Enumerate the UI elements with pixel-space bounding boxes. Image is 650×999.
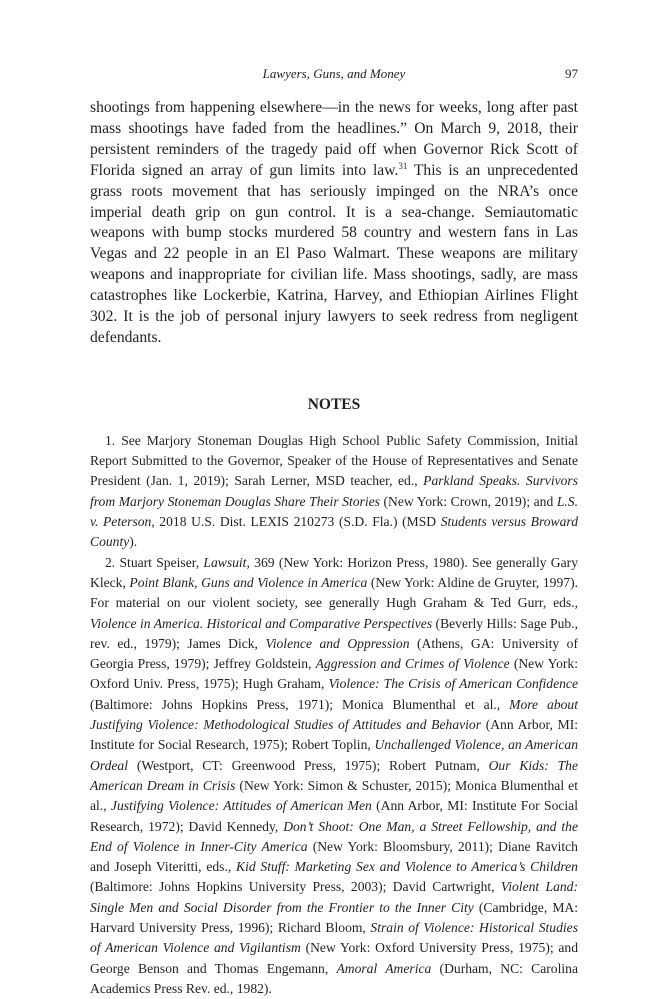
note-citation-title: L.S. v. Peterson	[90, 493, 578, 530]
note-citation-title: More about Justifying Violence: Methodological Studies of Attitudes and Behavior	[90, 696, 578, 733]
note-text: (New York: Oxford Univ. Press, 1975); Hugh Graham,	[90, 656, 579, 692]
note-1	[90, 431, 578, 553]
note-citation-title: Violence: The Crisis of American Confidence	[328, 676, 578, 692]
page-number: 97	[565, 66, 578, 81]
note-text: (Ann Arbor, MI: Institute For Social Research, 1972); David Kennedy,	[90, 798, 578, 834]
body-paragraph	[90, 98, 578, 349]
note-text: , 2018 U.S. Dist. LEXIS 210273 (S.D. Fla.) (MSD	[151, 514, 441, 530]
note-text: (Cambridge, MA: Harvard University Press, 1996); Richard Bloom,	[90, 899, 579, 935]
note-citation-title: Aggression and Crimes of Violence	[315, 656, 510, 672]
note-citation-title: Parkland Speaks. Survivors from Marjory Stoneman Douglas Share Their Stories	[90, 473, 579, 509]
note-citation-title: Justifying Violence: Attitudes of American Men	[110, 798, 372, 814]
note-text: (New York: Oxford University Press, 1975); and George Benson and Thomas Engemann,	[90, 940, 578, 976]
note-citation-title: Strain of Violence: Historical Studies of American Violence and Vigilantism	[90, 920, 579, 956]
note-citation-title: Kid Stuff: Marketing Sex and Violence to America’s Children	[236, 859, 578, 875]
note-citation-title: Unchallenged Violence, an American Ordeal	[90, 737, 578, 773]
note-text: (Athens, GA: University of Georgia Press, 1979); Jeffrey Goldstein,	[90, 635, 578, 672]
notes-section	[90, 431, 578, 999]
note-text: (New York: Crown, 2019); and	[379, 493, 557, 509]
note-text: (New York: Bloomsbury, 2011); Diane Ravitch and Joseph Viteritti, eds.,	[90, 838, 578, 875]
note-citation-title: Point Blank, Guns and Violence in America	[129, 574, 368, 590]
note-citation-title: Lawsuit	[203, 554, 247, 570]
running-head	[90, 66, 578, 88]
note-text: ).	[129, 534, 138, 550]
note-text: (Durham, NC: Carolina Academics Press Rev. ed., 1982).	[90, 960, 578, 996]
running-title: Lawyers, Guns, and Money	[262, 66, 406, 81]
note-citation-title: Violent Land: Single Men and Social Disorder from the Frontier to the Inner City	[90, 879, 578, 915]
note-text: , 369 (New York: Horizon Press, 1980). See generally Gary Kleck,	[90, 554, 578, 590]
note-text: 1. See Marjory Stoneman Douglas High School Public Safety Commission, Initial Report Submitted to the Governor, Speaker of the House of Representatives and Senate President (Jan. 1, 2019); Sarah Lerner, MSD teacher, ed.,	[90, 432, 578, 489]
note-citation-title: Students versus Broward County	[90, 514, 578, 550]
note-text: (Baltimore: Johns Hopkins Press, 1971); Monica Blumenthal et al.,	[90, 696, 510, 712]
note-citation-title: Our Kids: The American Dream in Crisis	[90, 757, 578, 793]
note-text: (New York: Simon & Schuster, 2015); Monica Blumenthal et al.,	[90, 777, 578, 814]
notes-heading: NOTES	[307, 395, 361, 413]
note-text: (Westport, CT: Greenwood Press, 1975); Robert Putnam,	[128, 757, 489, 773]
note-citation-title: Violence and Oppression	[265, 635, 410, 651]
footnote-ref-31[interactable]: 31	[398, 160, 408, 171]
note-citation-title: Don’t Shoot: One Man, a Street Fellowship, and the End of Violence in Inner-City America	[90, 818, 578, 854]
note-text: (Beverly Hills: Sage Pub., rev. ed., 1979); James Dick,	[90, 615, 578, 651]
note-text: (New York: Aldine de Gruyter, 1997). For material on our violent society, see generally Hugh Graham & Ted Gurr, eds.,	[90, 574, 578, 611]
note-text: (Ann Arbor, MI: Institute for Social Research, 1975); Robert Toplin,	[90, 717, 578, 753]
note-text: 2. Stuart Speiser,	[105, 554, 204, 570]
note-citation-title: Violence in America. Historical and Comparative Perspectives	[90, 615, 433, 631]
body-text-b: This is an unprecedented grass roots movement that has seriously impinged on the NRA’s once imperial death grip on gun control. It is a sea-change. Semiautomatic weapons with bump stocks murdered 58 country and western fans in Las Vegas and 22 people in an El Paso Walmart. These weapons are military weapons and inappropriate for civilian life. Mass shootings, sadly, are mass catastrophes like Lockerbie, Katrina, Harvey, and Ethiopian Airlines Flight 302. It is the job of personal injury lawyers to seek redress from negligent defendants.	[90, 161, 578, 346]
note-2	[90, 553, 578, 999]
note-citation-title: Amoral America	[336, 960, 432, 976]
book-page	[90, 66, 578, 999]
body-text-a: shootings from happening elsewhere—in the news for weeks, long after past mass shootings have faded from the headlines.” On March 9, 2018, their persistent reminders of the tragedy paid off when Governor Rick Scott of Florida signed an array of gun limits into law.	[90, 99, 578, 179]
note-text: (Baltimore: Johns Hopkins University Press, 2003); David Cartwright,	[90, 879, 501, 895]
